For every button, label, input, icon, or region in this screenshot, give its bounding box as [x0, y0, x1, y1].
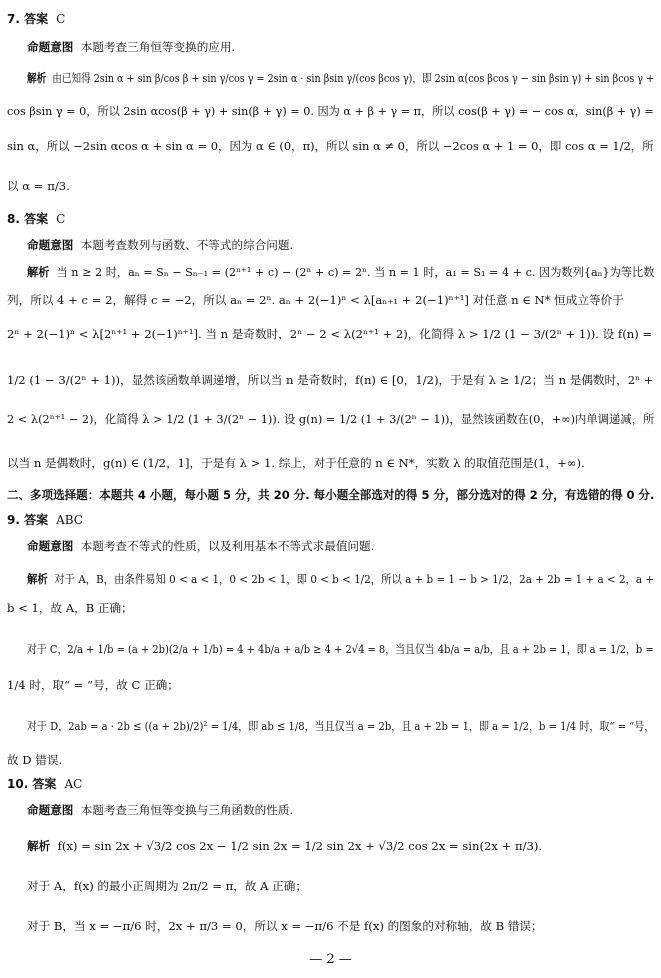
q10-number: 10. 答案 — [7, 777, 57, 791]
q10-intent: 命题意图 本题考查三角恒等变换与三角函数的性质. — [27, 803, 294, 817]
section-heading-multiple-choice: 二、多项选择题：本题共 4 小题，每小题 5 分，共 20 分. 每小题全部选对的得 5 分，部分选对的得 2 分，有选错的得 0 分. — [7, 488, 655, 502]
q8-solution-line: 2 < λ(2ⁿ⁺¹ − 2)，化简得 λ > 1/2 (1 + 3/(2ⁿ − 1)). 设 g(n) = 1/2 (1 + 3/(2ⁿ − 1))，显然该函数在(0，+∞)内单调递减，所 — [7, 412, 655, 426]
q8-solution-line: 列，所以 4 + c = 2，解得 c = −2，所以 aₙ = 2ⁿ. aₙ + 2(−1)ⁿ < λ[aₙ₊₁ + 2(−1)ⁿ⁺¹] 对任意 n ∈ N* 恒成立等价于 — [7, 293, 624, 307]
q8-solution-line: 解析 当 n ≥ 2 时，aₙ = Sₙ − Sₙ₋₁ = (2ⁿ⁺¹ + c) − (2ⁿ + c) = 2ⁿ. 当 n = 1 时，a₁ = S₁ = 4 + c. 因为数列{aₙ}为等比数 — [27, 265, 655, 279]
q8-header — [7, 211, 65, 227]
q9-number: 9. 答案 — [7, 513, 49, 527]
q7-answer: C — [56, 12, 66, 26]
q10-answer: AC — [64, 777, 83, 791]
q10-solution-line: 对于 B，当 x = −π/6 时，2x + π/3 = 0，所以 x = −π/6 不是 f(x) 的图象的对称轴，故 B 错误； — [27, 919, 543, 933]
q8-answer: C — [56, 212, 66, 226]
q8-number: 8. 答案 — [7, 212, 49, 226]
q8-intent: 命题意图 本题考查数列与函数、不等式的综合问题. — [27, 238, 294, 252]
q10-solution-line: 对于 A，f(x) 的最小正周期为 2π/2 = π，故 A 正确； — [27, 879, 307, 893]
q8-solution-line: 2ⁿ + 2(−1)ⁿ < λ[2ⁿ⁺¹ + 2(−1)ⁿ⁺¹]. 当 n 是奇数时，2ⁿ − 2 < λ(2ⁿ⁺¹ + 2)，化简得 λ > 1/2 (1 − 3/(2ⁿ + 1)). 设 f(n) = — [7, 327, 653, 341]
q9-solution-line: 解析 对于 A，B，由条件易知 0 < a < 1，0 < 2b < 1，即 0 < b < 1/2，所以 a + b = 1 − b > 1/2，2a + 2b = 1 + a < 2，a + — [27, 572, 655, 586]
q9-intent: 命题意图 本题考查不等式的性质，以及利用基本不等式求最值问题. — [27, 539, 375, 553]
q9-solution-line: 对于 C，2/a + 1/b = (a + 2b)(2/a + 1/b) = 4 + 4b/a + a/b ≥ 4 + 2√4 = 8，当且仅当 4b/a = a/b，且 a + 2b = 1，即 a = 1/2，b = — [27, 642, 654, 656]
q9-solution-line: b < 1，故 A，B 正确； — [7, 601, 133, 615]
q8-solution-line: 1/2 (1 − 3/(2ⁿ + 1))，显然该函数单调递增，所以当 n 是奇数时，f(n) ∈ [0，1/2)，于是有 λ ≥ 1/2；当 n 是偶数时，2ⁿ + — [7, 373, 654, 387]
q7-header — [7, 11, 65, 27]
q7-solution-line: cos βsin γ = 0，所以 2sin αcos(β + γ) + sin(β + γ) = 0. 因为 α + β + γ = π，所以 cos(β + γ) = − cos α，sin(β + γ) = — [7, 104, 654, 118]
q9-solution-line: 对于 D，2ab = a · 2b ≤ ((a + 2b)/2)² = 1/4，即 ab ≤ 1/8，当且仅当 a = 2b，且 a + 2b = 1，即 a = 1/2，b = 1/4 时，取“ = ”号， — [27, 719, 655, 733]
q7-solution-line: sin α，所以 −2sin αcos α + sin α = 0，因为 α ∈ (0，π)，所以 sin α ≠ 0，所以 −2cos α + 1 = 0，即 cos α = 1/2，所 — [7, 139, 654, 153]
q10-header — [7, 776, 82, 792]
q7-solution-line: 解析 由已知得 2sin α + sin β/cos β + sin γ/cos γ = 2sin α · sin βsin γ/(cos βcos γ)，即 2sin α(cos βcos γ − sin βsin γ) + sin βcos γ + — [27, 71, 655, 85]
q9-solution-line: 1/4 时，取“ = ”号，故 C 正确； — [7, 678, 179, 692]
q8-solution-line: 以当 n 是偶数时，g(n) ∈ (1/2，1]，于是有 λ > 1. 综上，对于任意的 n ∈ N*，实数 λ 的取值范围是(1，+∞). — [7, 456, 585, 470]
q9-solution-line: 故 D 错误. — [7, 753, 63, 767]
q9-answer: ABC — [56, 513, 83, 527]
q10-solution-line: 解析 f(x) = sin 2x + √3/2 cos 2x − 1/2 sin 2x = 1/2 sin 2x + √3/2 cos 2x = sin(2x + π/3). — [27, 839, 543, 853]
q7-solution-line: 以 α = π/3. — [7, 179, 70, 193]
q7-number: 7. 答案 — [7, 12, 49, 26]
q9-header — [7, 512, 83, 528]
q7-intent: 命题意图 本题考查三角恒等变换的应用. — [27, 40, 236, 54]
page-number: — 2 — — [309, 952, 352, 967]
